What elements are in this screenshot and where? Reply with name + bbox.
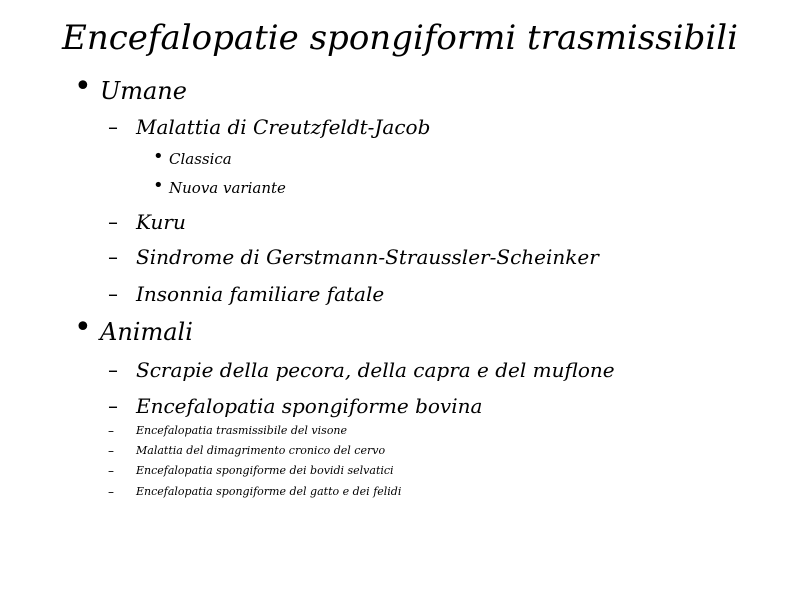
dash-marker: –: [108, 464, 114, 478]
dash-marker: –: [108, 424, 114, 438]
small-item-label: Encefalopatia spongiforme del gatto e dei felidi: [136, 485, 402, 498]
small-item-label: Encefalopatia trasmissibile del visone: [136, 424, 348, 437]
dash-marker: –: [108, 115, 118, 139]
dash-marker: –: [108, 444, 114, 458]
dash-marker: –: [108, 358, 118, 382]
subitem-label: Scrapie della pecora, della capra e del muflone: [136, 358, 615, 382]
subitem-label: Insonnia familiare fatale: [136, 282, 385, 306]
bullet-marker: •: [153, 175, 164, 196]
dash-marker: –: [108, 245, 118, 269]
bullet-label: Animali: [100, 318, 193, 346]
bullet-label: Umane: [100, 77, 187, 105]
dash-marker: –: [108, 394, 118, 418]
small-item-label: Encefalopatia spongiforme dei bovidi selvatici: [136, 464, 394, 477]
bullet-marker: •: [74, 310, 92, 345]
slide-title: Encefalopatie spongiformi trasmissibili: [62, 18, 738, 58]
subitem-label: Sindrome di Gerstmann-Straussler-Scheinker: [136, 245, 599, 269]
bullet-marker: •: [153, 146, 164, 167]
bullet-marker: •: [74, 69, 92, 104]
subitem-label: Encefalopatia spongiforme bovina: [136, 394, 483, 418]
dash-marker: –: [108, 485, 114, 499]
dash-marker: –: [108, 210, 118, 234]
subitem-label: Malattia di Creutzfeldt-Jacob: [136, 115, 431, 139]
subsubitem-label: Nuova variante: [169, 179, 286, 197]
dash-marker: –: [108, 282, 118, 306]
subsubitem-label: Classica: [169, 150, 232, 168]
small-item-label: Malattia del dimagrimento cronico del cervo: [136, 444, 386, 457]
subitem-label: Kuru: [136, 210, 186, 234]
